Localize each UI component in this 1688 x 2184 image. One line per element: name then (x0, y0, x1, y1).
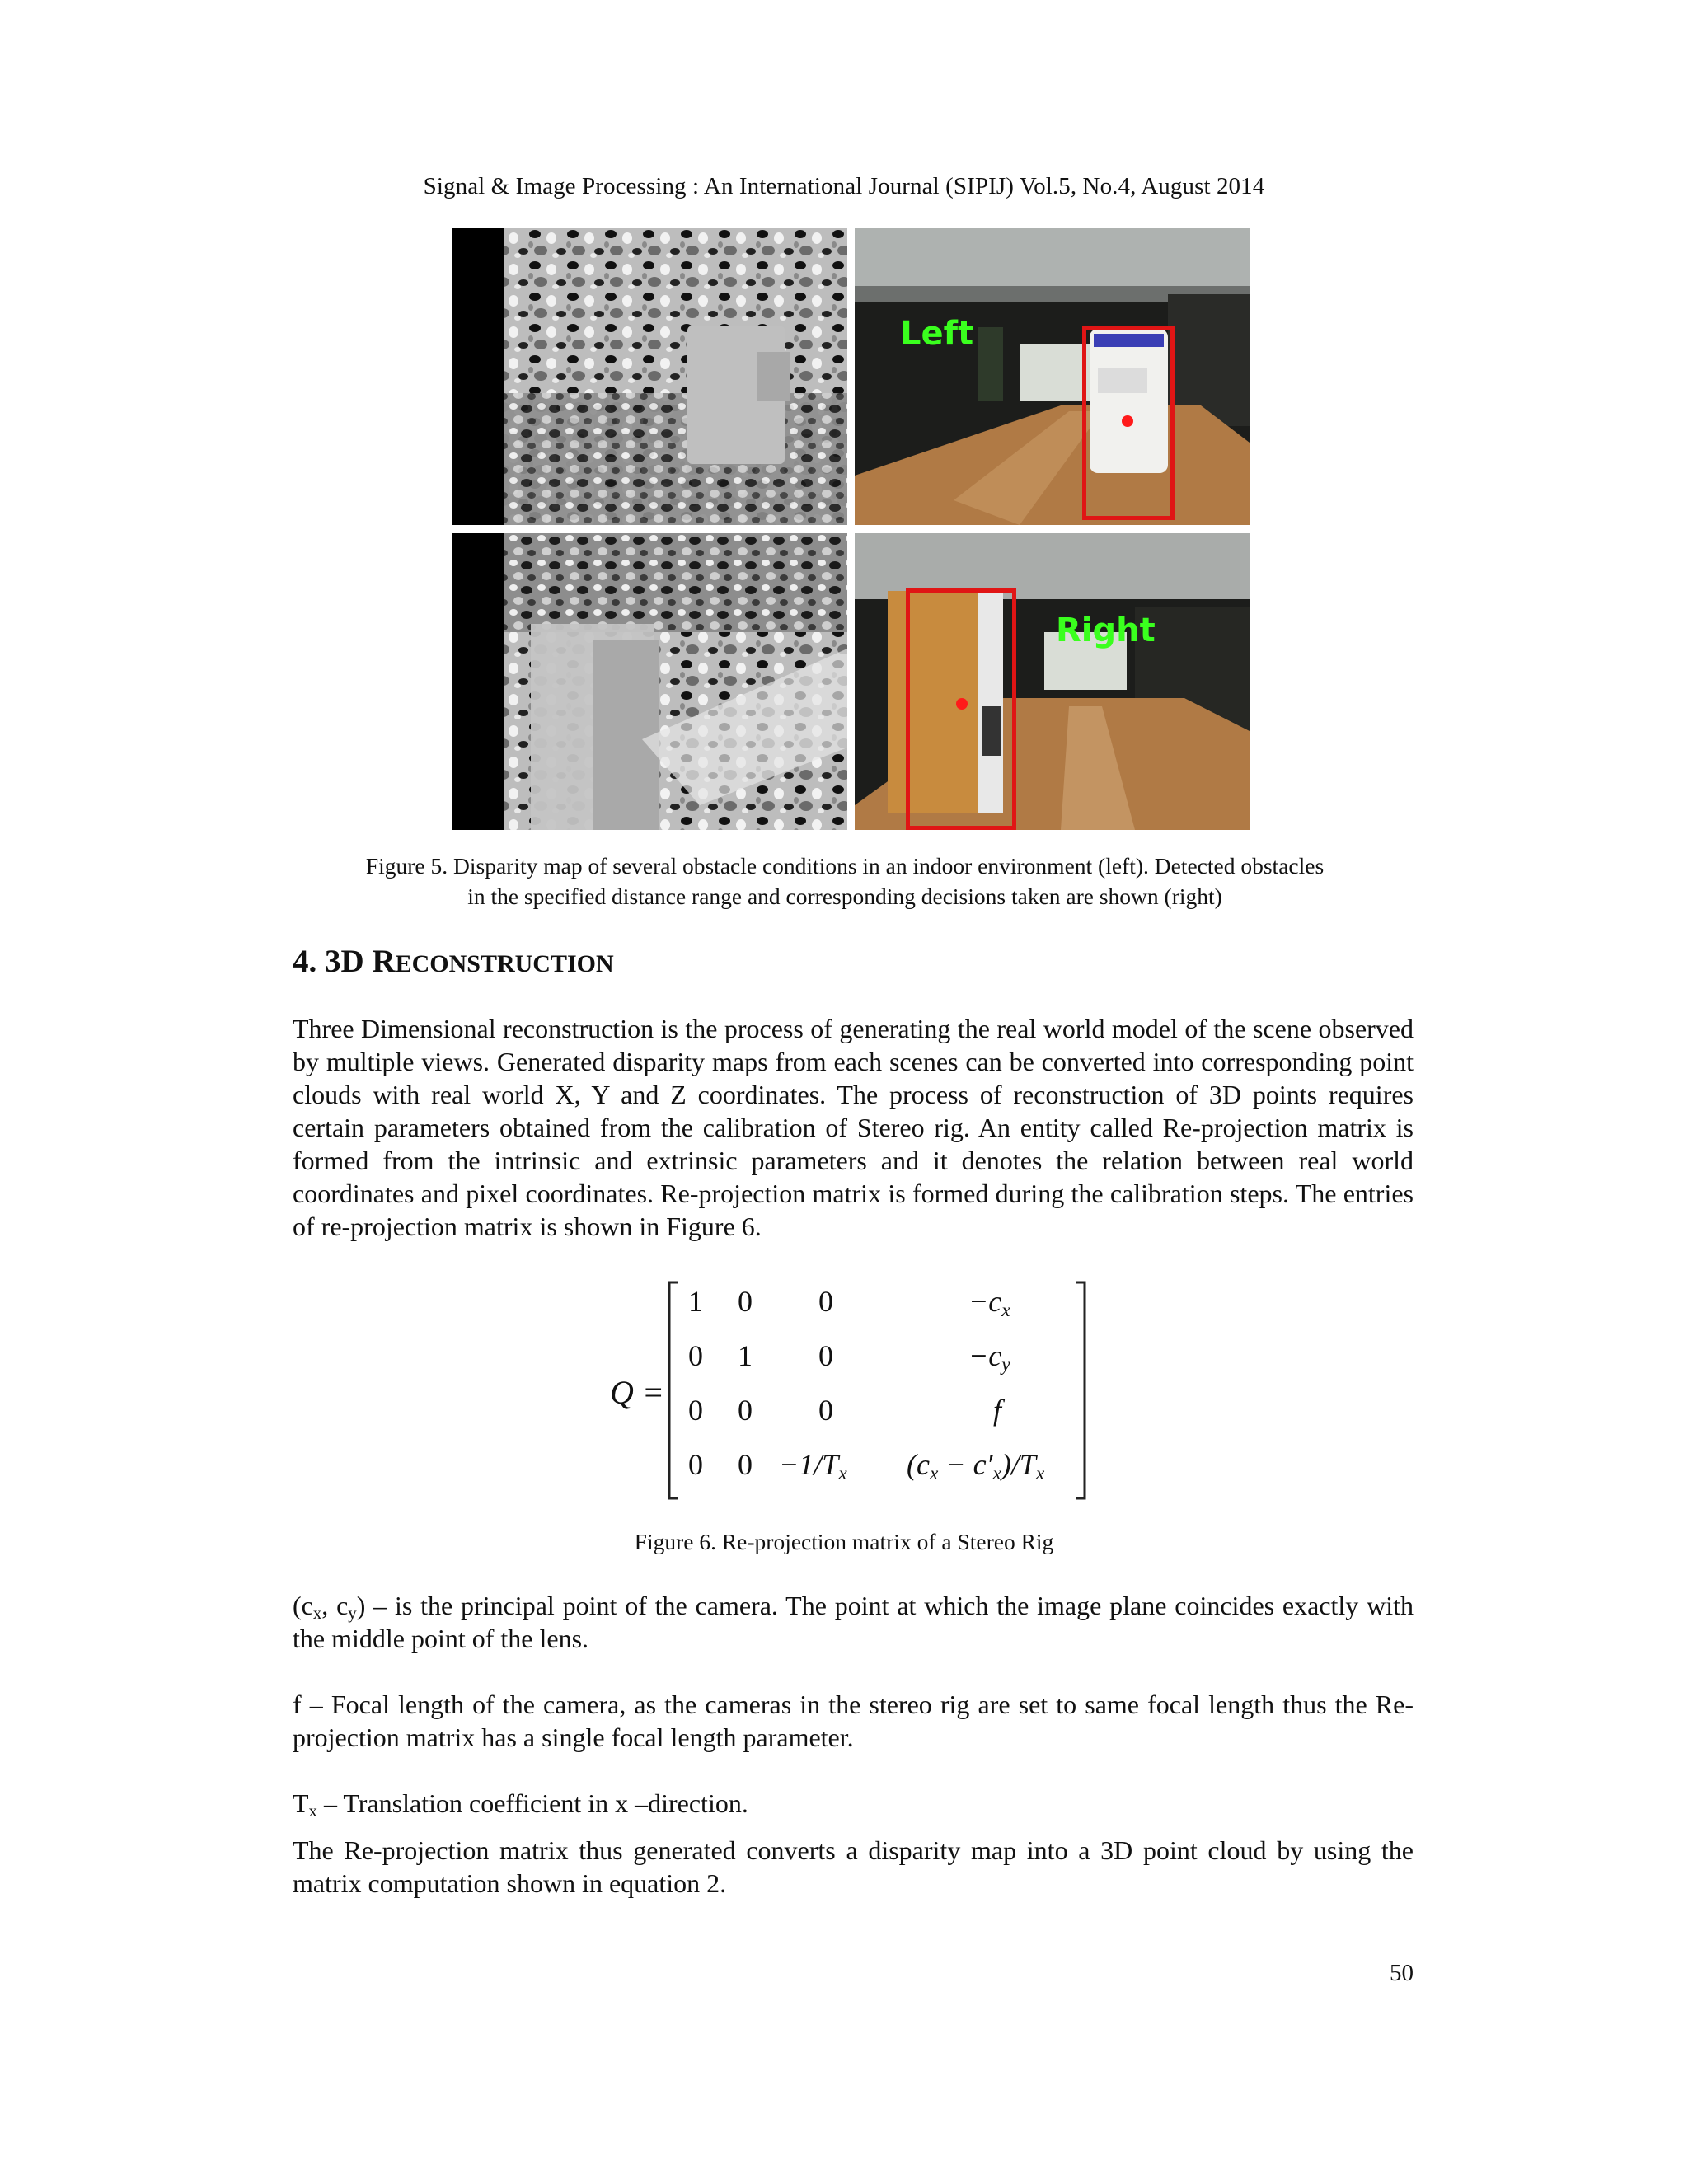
figure-5 (452, 228, 1250, 830)
reprojection-matrix (610, 1276, 1088, 1505)
disparity-map-top (452, 228, 847, 525)
matrix-lhs: Q = (610, 1374, 664, 1411)
matrix-cell: 0 (738, 1285, 753, 1318)
matrix-row (688, 1393, 1076, 1447)
matrix-row (688, 1447, 1076, 1502)
section-heading (293, 943, 614, 980)
caption-line: in the specified distance range and corresponding decisions taken are shown (right) (467, 883, 1222, 909)
matrix-cell: $(c_x - c'_x)/T_x$ (907, 1448, 1045, 1484)
decision-label-left: Left (900, 315, 974, 353)
matrix-cell: 0 (688, 1339, 703, 1372)
matrix-row (688, 1284, 1076, 1338)
section-title: ECONSTRUCTION (395, 950, 614, 977)
obstacle-centroid-marker (956, 698, 968, 710)
matrix-cell: 1 (738, 1339, 753, 1372)
matrix-cell: 0 (688, 1394, 703, 1427)
figure-5-caption (293, 851, 1397, 912)
definition-translation: $T_x$ – Translation coefficient in x –direction. (293, 1788, 748, 1821)
obstacle-image-left-decision (855, 228, 1250, 525)
decision-label-right: Right (1056, 612, 1156, 649)
matrix-cell: $-c_y$ (968, 1339, 1010, 1376)
matrix-row (688, 1338, 1076, 1393)
matrix-cell: $-c_x$ (968, 1285, 1010, 1321)
paragraph-closing: The Re-projection matrix thus generated converts a disparity map into a 3D point cloud by using the matrix computation shown in equation 2. (293, 1835, 1414, 1898)
matrix-cell: 0 (688, 1448, 703, 1481)
matrix-cell: f (993, 1394, 1002, 1427)
page-number: 50 (1390, 1960, 1414, 1986)
matrix-cell: 0 (818, 1394, 833, 1427)
matrix-cell: 1 (688, 1285, 703, 1318)
caption-line: Figure 5. Disparity map of several obstacle conditions in an indoor environment (left). Detected obstacles (365, 853, 1325, 879)
definition-focal-length: f – Focal length of the camera, as the cameras in the stereo rig are set to same focal length thus the Re-projection matrix has a single focal length parameter. (293, 1690, 1414, 1752)
obstacle-centroid-marker (1122, 415, 1133, 427)
paragraph-intro: Three Dimensional reconstruction is the process of generating the real world model of the scene observed by multiple views. Generated disparity maps from each scenes can be converted into corresponding point clouds with real world X, Y and Z coordinates. The process of reconstruction of 3D points requires certain parameters obtained from the calibration of Stereo rig. An entity called Re-projection matrix is formed from the intrinsic and extrinsic parameters and it denotes the relation between real world coordinates and pixel coordinates. Re-projection matrix is formed during the calibration steps. The entries of re-projection matrix is shown in Figure 6. (293, 1014, 1414, 1241)
matrix-cell: 0 (738, 1448, 753, 1481)
running-header: Signal & Image Processing : An International Journal (SIPIJ) Vol.5, No.4, August 2014 (423, 173, 1265, 199)
matrix-cell: 0 (738, 1394, 753, 1427)
matrix-cell: 0 (818, 1339, 833, 1372)
definition-principal-point: ($c_x$, $c_y$) – is the principal point of the camera. The point at which the image plane coincides exactly with the middle point of the lens. (293, 1591, 1414, 1653)
matrix-cell: 0 (818, 1285, 833, 1318)
matrix-body (688, 1284, 1076, 1502)
obstacle-image-right-decision (855, 533, 1250, 830)
matrix-cell: $-1/T_x$ (779, 1448, 847, 1484)
disparity-map-bottom (452, 533, 847, 830)
figure-6-caption: Figure 6. Re-projection matrix of a Stereo Rig (634, 1529, 1054, 1554)
section-number: 4. 3D R (293, 944, 396, 979)
